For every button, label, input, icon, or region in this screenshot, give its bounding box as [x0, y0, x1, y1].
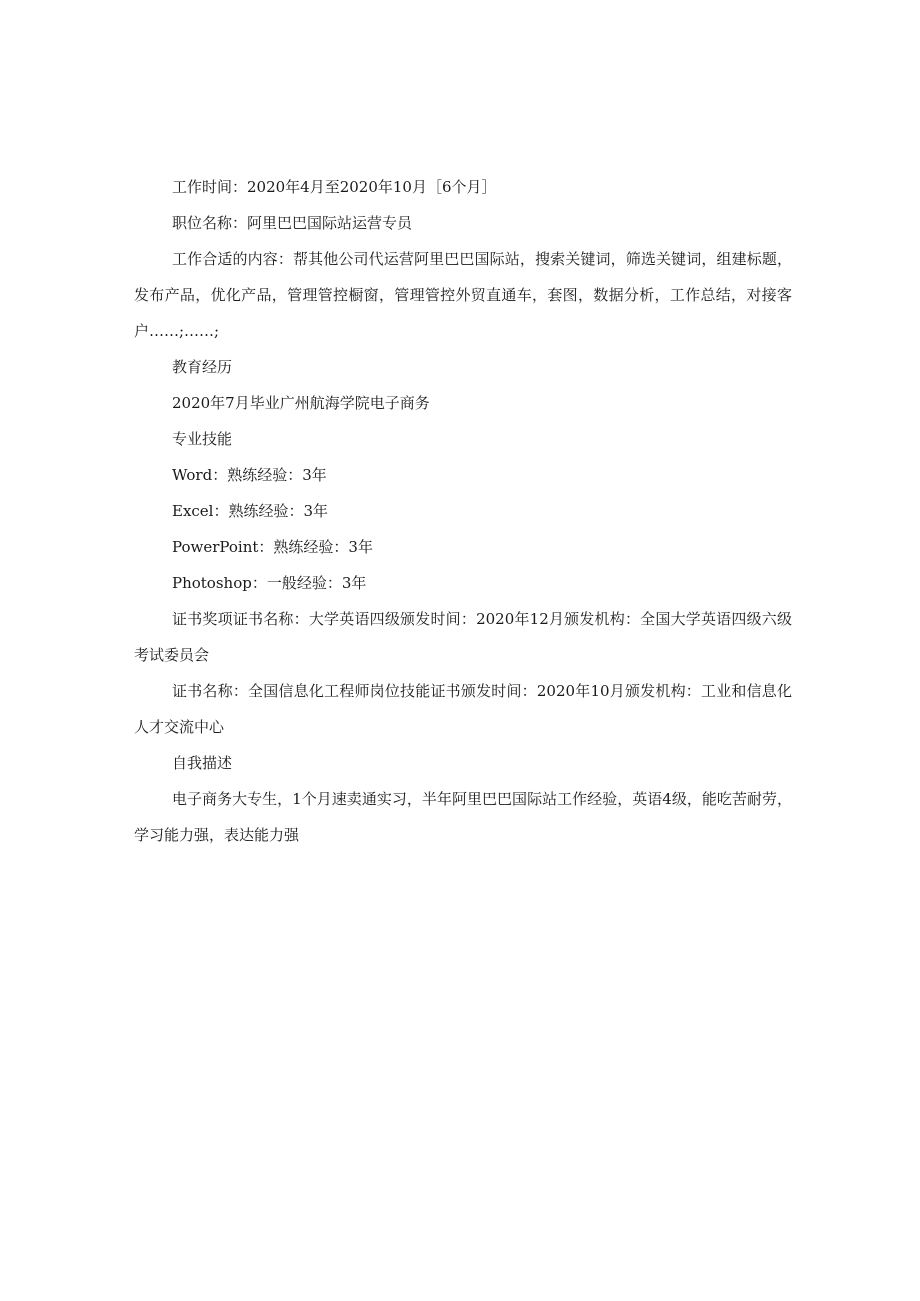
skill-photoshop: Photoshop：一般经验：3年 — [172, 574, 367, 592]
document-body — [134, 169, 792, 853]
certificate-cet4: 证书奖项证书名称：大学英语四级颁发时间：2020年12月颁发机构：全国大学英语四级六级考试委员会 — [134, 610, 792, 664]
self-description: 电子商务大专生，1个月速卖通实习，半年阿里巴巴国际站工作经验，英语4级，能吃苦耐劳，学习能力强，表达能力强 — [134, 790, 792, 844]
education-detail: 2020年7月毕业广州航海学院电子商务 — [172, 394, 430, 412]
skills-heading: 专业技能 — [172, 430, 233, 448]
self-description-heading: 自我描述 — [172, 754, 233, 772]
skill-excel: Excel：熟练经验：3年 — [172, 502, 329, 520]
skill-word: Word：熟练经验：3年 — [172, 466, 327, 484]
work-period: 工作时间：2020年4月至2020年10月［6个月］ — [172, 178, 497, 196]
job-title: 职位名称：阿里巴巴国际站运营专员 — [172, 214, 413, 232]
education-heading: 教育经历 — [172, 358, 233, 376]
certificate-it-engineer: 证书名称：全国信息化工程师岗位技能证书颁发时间：2020年10月颁发机构：工业和信息化人才交流中心 — [134, 682, 792, 736]
skill-powerpoint: PowerPoint：熟练经验：3年 — [172, 538, 373, 556]
job-content: 工作合适的内容：帮其他公司代运营阿里巴巴国际站，搜索关键词，筛选关键词，组建标题，发布产品，优化产品，管理管控橱窗，管理管控外贸直通车，套图，数据分析，工作总结，对接客户……;……; — [134, 250, 792, 340]
